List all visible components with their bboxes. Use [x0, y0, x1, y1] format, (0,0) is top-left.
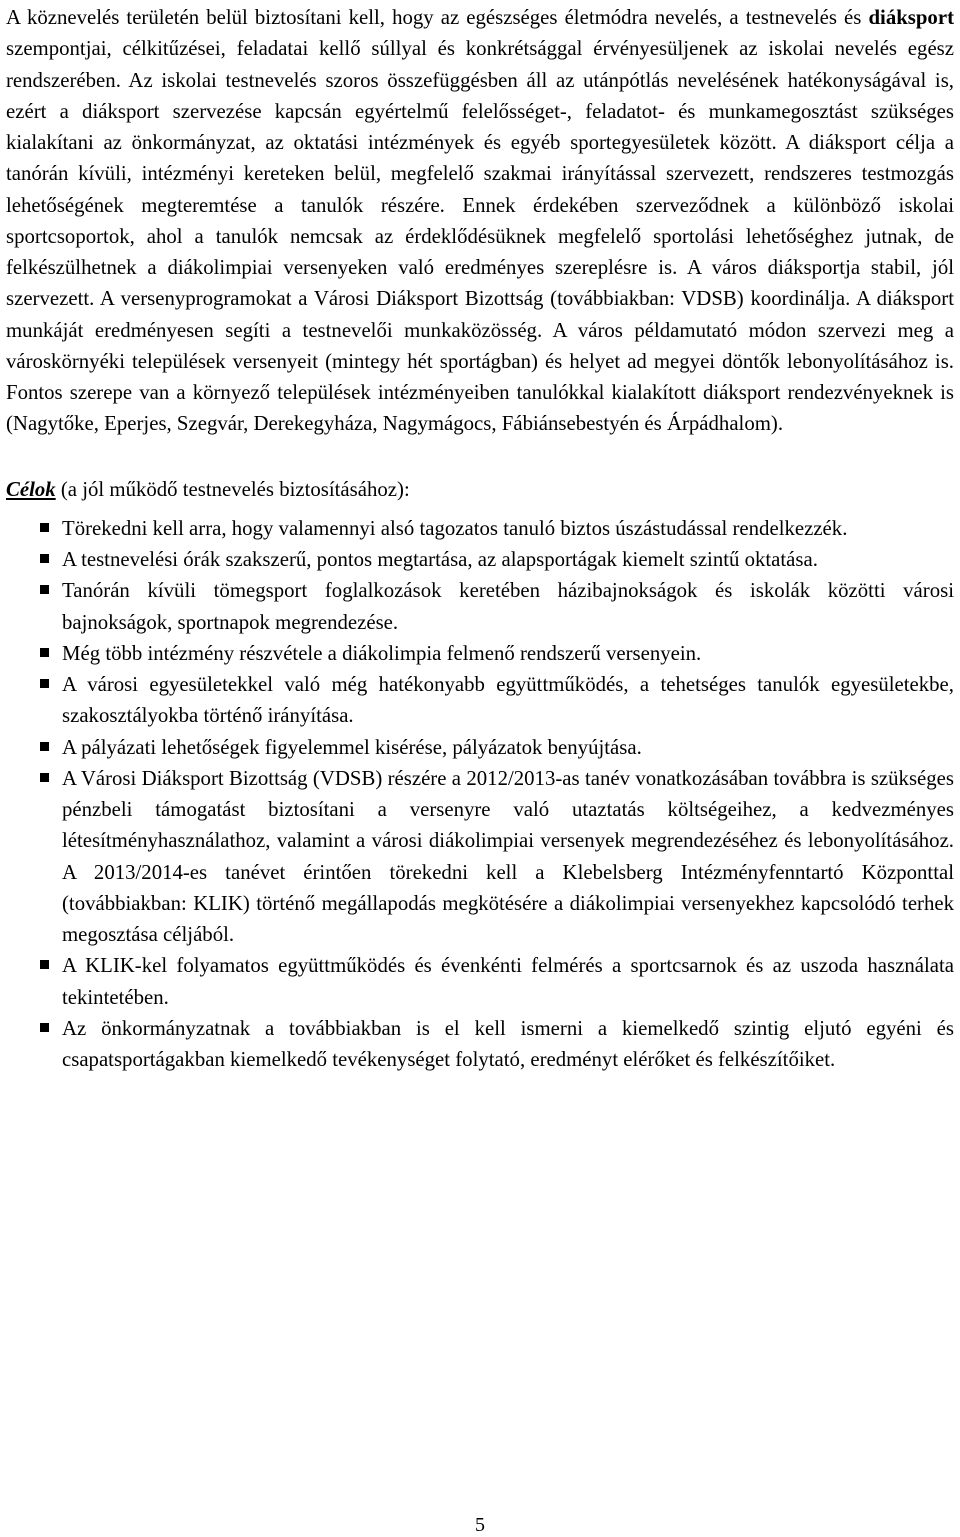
- document-page: [6, 0, 954, 1075]
- goal-item: [6, 575, 954, 638]
- square-bullet-icon: [40, 773, 49, 782]
- goal-text: A Városi Diáksport Bizottság (VDSB) részére a 2012/2013-as tanév vonatkozásában továbbra is szükséges pénzbeli támogatást biztosítani a versenyre való utaztatás költségeihez, a kedvezményes létesítményhasználathoz, valamint a városi diákolimpiai versenyek megrendezéséhez és lebonyolításához. A 2013/2014-es tanévet érintően törekedni kell a Klebelsberg Intézményfenntartó Központtal (továbbiakban: KLIK) történő megállapodás megkötésére a diákolimpiai versenyekhez kapcsolódó terhek megosztása céljából.: [62, 766, 954, 946]
- goal-text: Az önkormányzatnak a továbbiakban is el kell ismerni a kiemelkedő szintig eljutó egyéni és csapatsportágakban kiemelkedő tevékenységet folytató, eredményt elérőket és felkészítőiket.: [62, 1016, 954, 1071]
- square-bullet-icon: [40, 679, 49, 688]
- intro-paragraph: [6, 0, 954, 440]
- goal-item: [6, 513, 954, 544]
- square-bullet-icon: [40, 554, 49, 563]
- goal-item: [6, 638, 954, 669]
- goals-title: Célok: [6, 477, 56, 501]
- intro-text-part-1: A köznevelés területén belül biztosítani kell, hogy az egészséges életmódra nevelés, a testnevelés és: [6, 6, 869, 29]
- goal-text: Még több intézmény részvétele a diákolimpia felmenő rendszerű versenyein.: [62, 641, 702, 665]
- square-bullet-icon: [40, 960, 49, 969]
- goal-text: A testnevelési órák szakszerű, pontos megtartása, az alapsportágak kiemelt szintű oktatása.: [62, 548, 818, 571]
- goal-text: A városi egyesületekkel való még hatékonyabb együttműködés, a tehetséges tanulók egyesületekbe, szakosztályokba történő irányítása.: [62, 673, 954, 728]
- page-number: 5: [475, 1514, 485, 1536]
- goal-item: [6, 1013, 954, 1076]
- goal-item: [6, 950, 954, 1013]
- goal-item: [6, 763, 954, 951]
- goal-text: Törekedni kell arra, hogy valamennyi alsó tagozatos tanuló biztos úszástudással rendelkezzék.: [62, 516, 848, 540]
- square-bullet-icon: [40, 1023, 49, 1032]
- goals-subtitle: (a jól működő testnevelés biztosításához):: [55, 477, 410, 501]
- goal-text: A pályázati lehetőségek figyelemmel kisérése, pályázatok benyújtása.: [62, 735, 642, 759]
- intro-text-part-2: szempontjai, célkitűzései, feladatai kellő súllyal és konkrétsággal érvényesüljenek az iskolai nevelés egész rendszerében. Az iskolai testnevelés szoros összefüggésben áll az utánpótlás nevelésének hatékonyságával is, ezért a diáksport szervezése kapcsán egyértelmű felelősséget-, feladatot- és munkamegosztást szükséges kialakítani az önkormányzat, az oktatási intézmények és egyéb sportegyesületek között. A diáksport célja a tanórán kívüli, intézményi kereteken belül, megfelelő szakmai irányítással szervezett, rendszeres testmozgás lehetőségének megteremtése a tanulók részére. Ennek érdekében szerveződnek a különböző iskolai sportcsoportok, ahol a tanulók nemcsak az érdeklődésüknek megfelelő sportolási lehetőséghez jutnak, de felkészülhetnek a diákolimpiai versenyeken való eredményes szereplésre is. A város diáksportja stabil, jól szervezett. A versenyprogramokat a Városi Diáksport Bizottság (továbbiakban: VDSB) koordinálja. A diáksport munkáját eredményesen segíti a testnevelői munkaközösség. A város példamutató módon szervezi meg a városkörnyéki települések versenyeit (mintegy hét sportágban) és helyet ad megyei döntők lebonyolításához is. Fontos szerepe van a környező települések intézményeiben tanulókkal kialakított diáksport rendezvényeknek is (Nagytőke, Eperjes, Szegvár, Derekegyháza, Nagymágocs, Fábiánsebestyén és Árpádhalom).: [6, 37, 954, 436]
- square-bullet-icon: [40, 648, 49, 657]
- goal-text: A KLIK-kel folyamatos együttműködés és évenkénti felmérés a sportcsarnok és az uszoda használata tekintetében.: [62, 954, 954, 1009]
- goals-heading: [6, 474, 954, 505]
- square-bullet-icon: [40, 585, 49, 594]
- square-bullet-icon: [40, 523, 49, 532]
- goal-text: Tanórán kívüli tömegsport foglalkozások keretében házibajnokságok és iskolák közötti városi bajnokságok, sportnapok megrendezése.: [62, 579, 954, 634]
- goal-item: [6, 544, 954, 575]
- goal-item: [6, 732, 954, 763]
- goal-item: [6, 669, 954, 732]
- goals-list: [6, 513, 954, 1076]
- intro-bold-word: diáksport: [868, 6, 954, 29]
- square-bullet-icon: [40, 742, 49, 751]
